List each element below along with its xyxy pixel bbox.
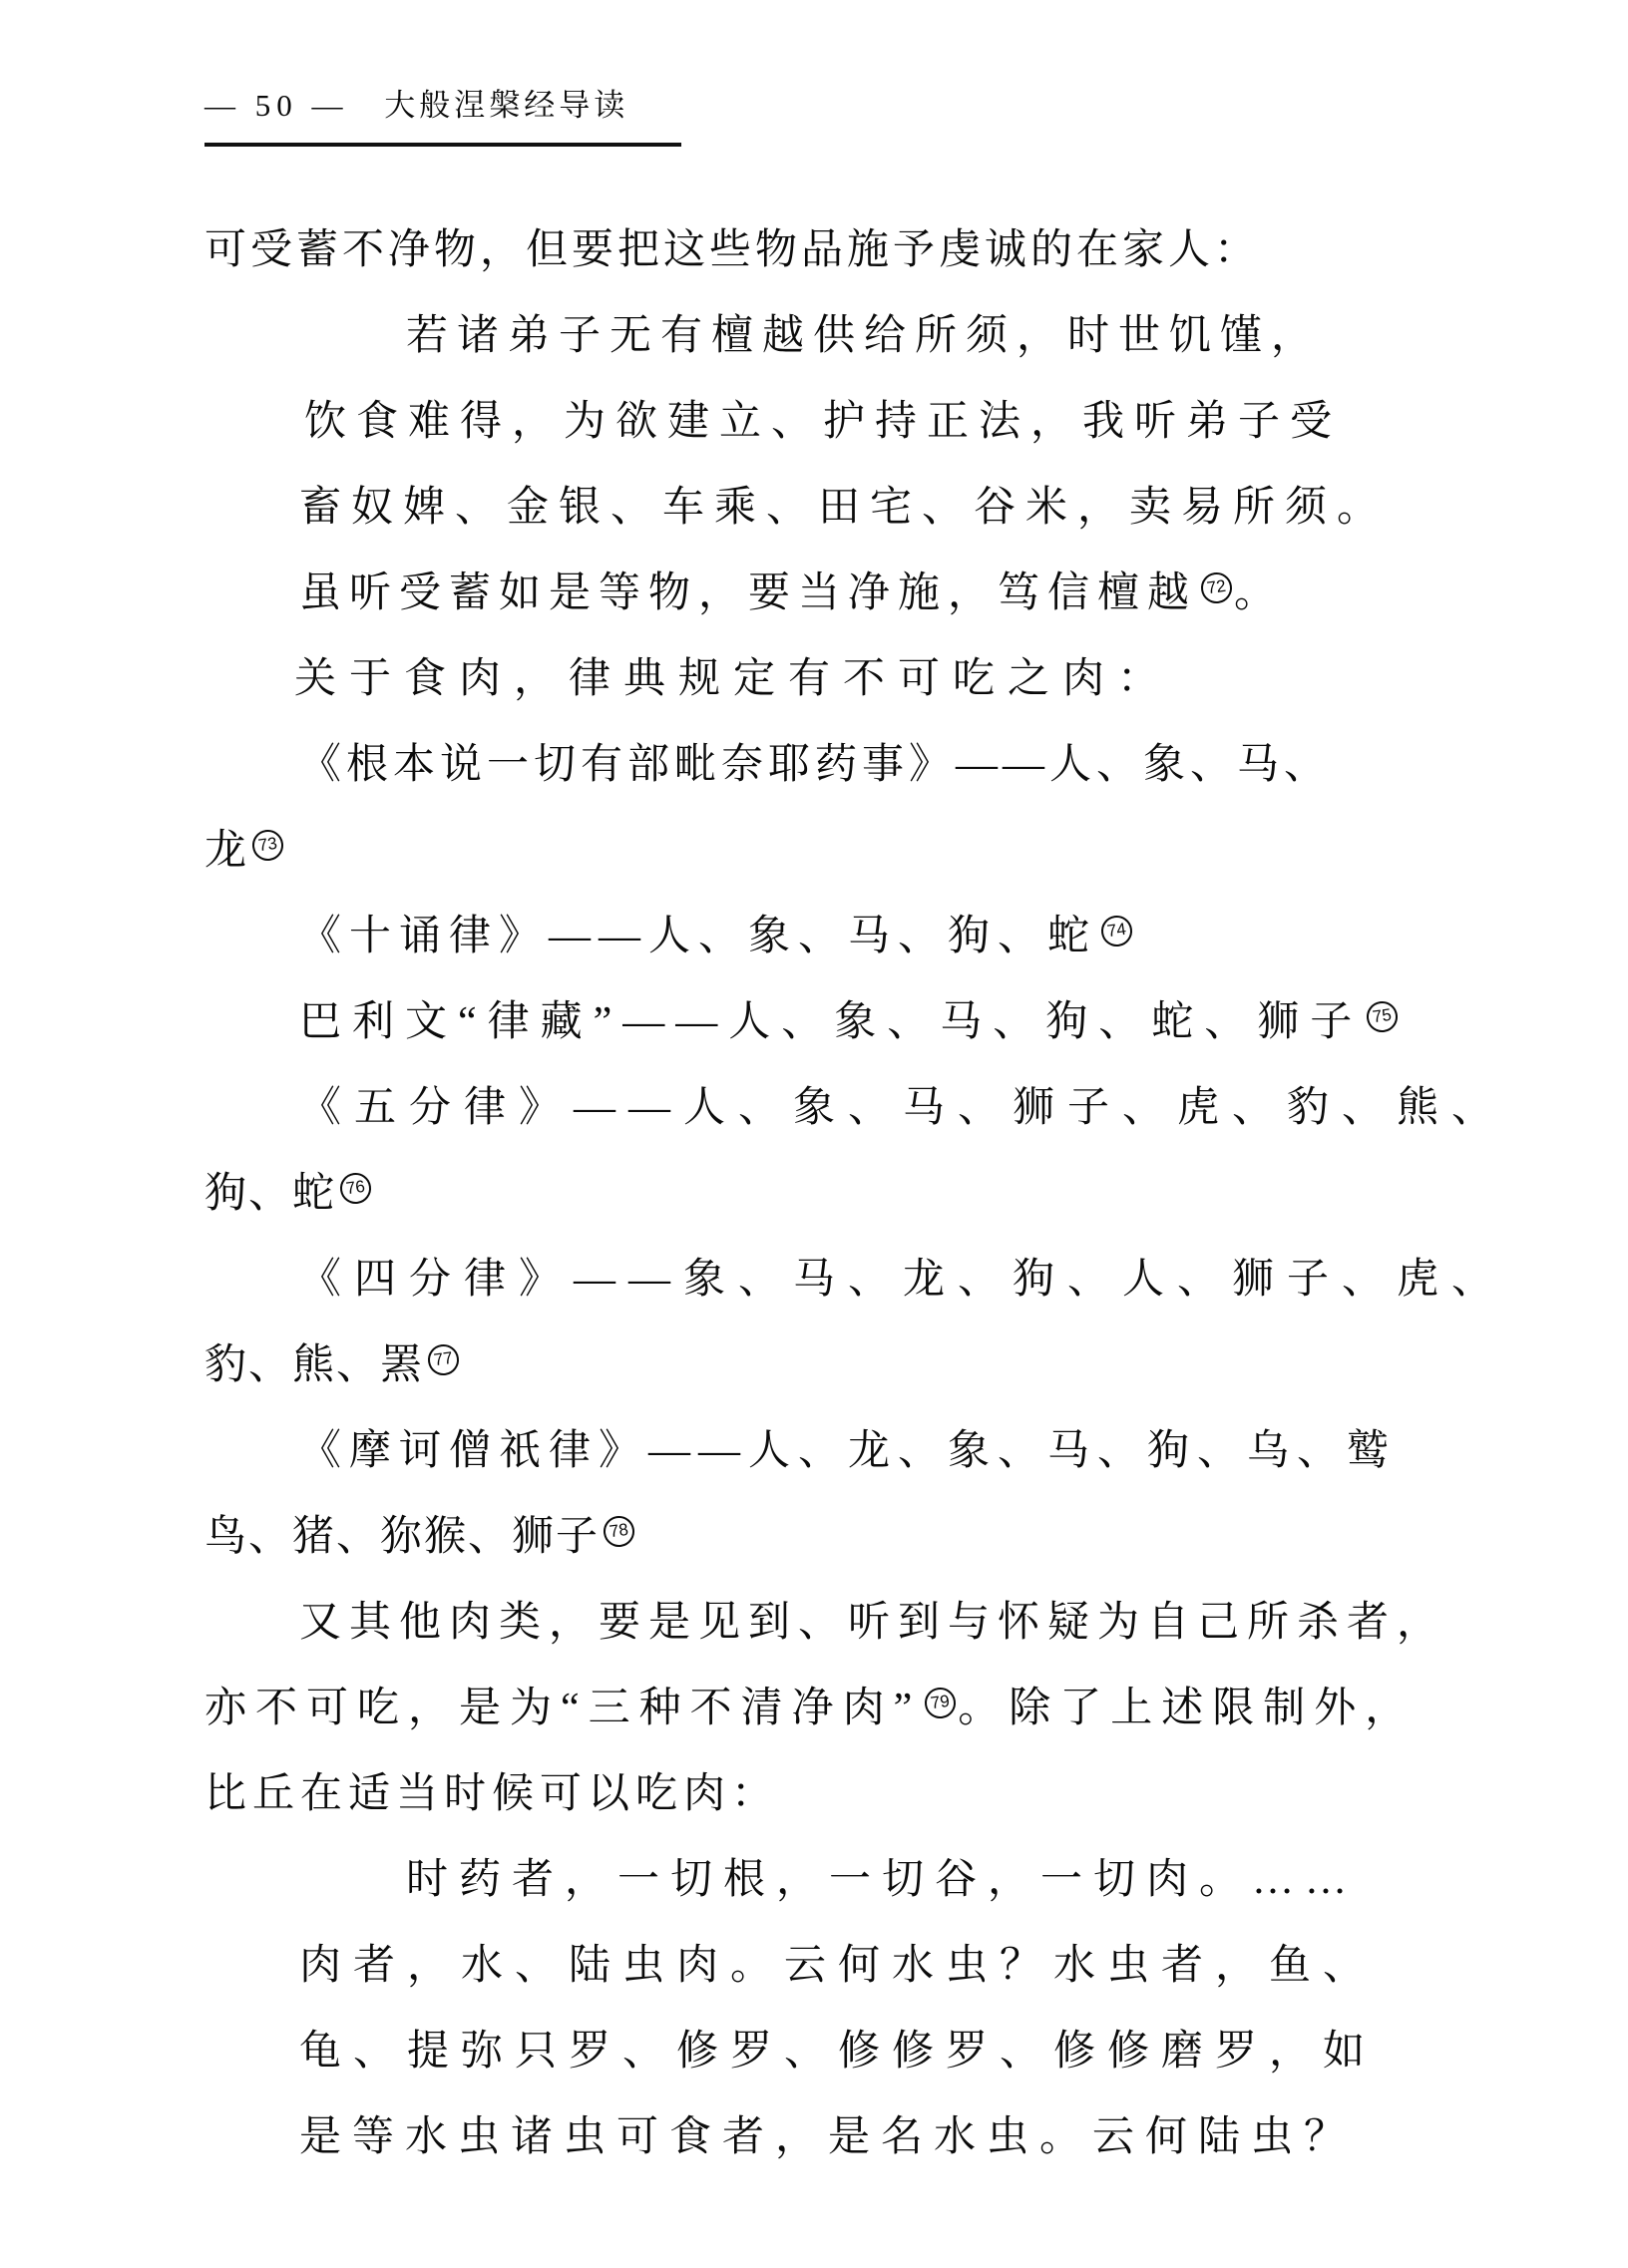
text-line-8 bbox=[204, 808, 1481, 894]
page-body bbox=[204, 207, 1507, 2180]
footnote-marker: 72 bbox=[1199, 570, 1234, 605]
text-line-11 bbox=[204, 1065, 1507, 1151]
book-title: 大般涅槃经导读 bbox=[384, 88, 629, 123]
text-line-21 bbox=[204, 1923, 1481, 2009]
line-text: 《摩诃僧祇律》——人、龙、象、马、狗、乌、鹫 bbox=[299, 1428, 1398, 1474]
line-text: 龙 bbox=[204, 828, 249, 874]
line-text: 虽听受蓄如是等物，要当净施，笃信檀越 bbox=[299, 570, 1198, 616]
line-text: 鸟、猪、狝猴、狮子 bbox=[204, 1514, 601, 1560]
text-line-4 bbox=[204, 465, 1481, 551]
text-line-14 bbox=[204, 1323, 1481, 1408]
line-text: 关于食肉，律典规定有不可吃之肉： bbox=[294, 656, 1173, 702]
line-text: 亦不可吃，是为“三种不清净肉” bbox=[204, 1686, 922, 1731]
text-line-19 bbox=[204, 1751, 1481, 1837]
line-text: 狗、蛇 bbox=[204, 1171, 337, 1217]
line-text-tail: 。 bbox=[1234, 570, 1285, 616]
line-text: 可受蓄不净物，但要把这些物品施予虔诚的在家人： bbox=[204, 227, 1261, 273]
line-text: 又其他肉类，要是见到、听到与怀疑为自己所杀者， bbox=[299, 1600, 1447, 1646]
text-line-5 bbox=[204, 551, 1481, 636]
text-line-22 bbox=[204, 2009, 1481, 2094]
footnote-marker: 76 bbox=[338, 1171, 373, 1206]
text-line-13 bbox=[204, 1237, 1507, 1323]
text-line-7 bbox=[204, 722, 1481, 808]
line-text: 《十诵律》——人、象、马、狗、蛇 bbox=[299, 914, 1098, 959]
line-text: 龟、提弥只罗、修罗、修修罗、修修磨罗，如 bbox=[299, 2029, 1378, 2075]
line-text: 《五分律》——人、象、马、狮子、虎、豹、熊、 bbox=[299, 1085, 1507, 1131]
text-line-2 bbox=[204, 293, 1481, 379]
page-number: — 50 — bbox=[204, 88, 349, 123]
footnote-marker: 74 bbox=[1099, 914, 1134, 948]
text-line-18 bbox=[204, 1666, 1481, 1751]
page-header bbox=[204, 80, 681, 147]
text-line-10 bbox=[204, 979, 1481, 1065]
line-text-tail: 。除了上述限制外， bbox=[958, 1686, 1417, 1731]
line-text: 若诸弟子无有檀越供给所须，时世饥馑， bbox=[406, 313, 1323, 359]
line-text: 饮食难得，为欲建立、护持正法，我听弟子受 bbox=[304, 399, 1343, 445]
line-text: 时药者，一切根，一切谷，一切肉。…… bbox=[406, 1857, 1359, 1903]
line-text: 肉者，水、陆虫肉。云何水虫？水虫者，鱼、 bbox=[299, 1943, 1378, 1989]
footnote-marker: 79 bbox=[923, 1686, 958, 1720]
footnote-marker: 77 bbox=[426, 1342, 461, 1377]
text-line-23 bbox=[204, 2094, 1481, 2180]
line-text: 巴利文“律藏”——人、象、马、狗、蛇、狮子 bbox=[299, 999, 1364, 1045]
text-line-15 bbox=[204, 1408, 1481, 1494]
footnote-marker: 78 bbox=[602, 1514, 636, 1549]
text-line-6 bbox=[204, 636, 1481, 722]
footnote-marker: 75 bbox=[1365, 999, 1400, 1034]
text-line-9 bbox=[204, 894, 1481, 979]
text-line-1 bbox=[204, 207, 1481, 293]
line-text: 畜奴婢、金银、车乘、田宅、谷米，卖易所须。 bbox=[299, 485, 1390, 531]
line-text: 《根本说一切有部毗奈耶药事》——人、象、马、 bbox=[299, 742, 1332, 788]
text-line-17 bbox=[204, 1580, 1481, 1666]
text-line-16 bbox=[204, 1494, 1481, 1580]
text-line-12 bbox=[204, 1151, 1481, 1237]
line-text: 《四分律》——象、马、龙、狗、人、狮子、虎、 bbox=[299, 1257, 1507, 1303]
line-text: 比丘在适当时候可以吃肉： bbox=[204, 1771, 780, 1817]
footnote-marker: 73 bbox=[250, 828, 285, 863]
line-text: 是等水虫诸虫可食者，是名水虫。云何陆虫？ bbox=[299, 2114, 1358, 2160]
line-text: 豹、熊、罴 bbox=[204, 1342, 425, 1388]
text-line-3 bbox=[204, 379, 1481, 465]
text-line-20 bbox=[204, 1837, 1481, 1923]
